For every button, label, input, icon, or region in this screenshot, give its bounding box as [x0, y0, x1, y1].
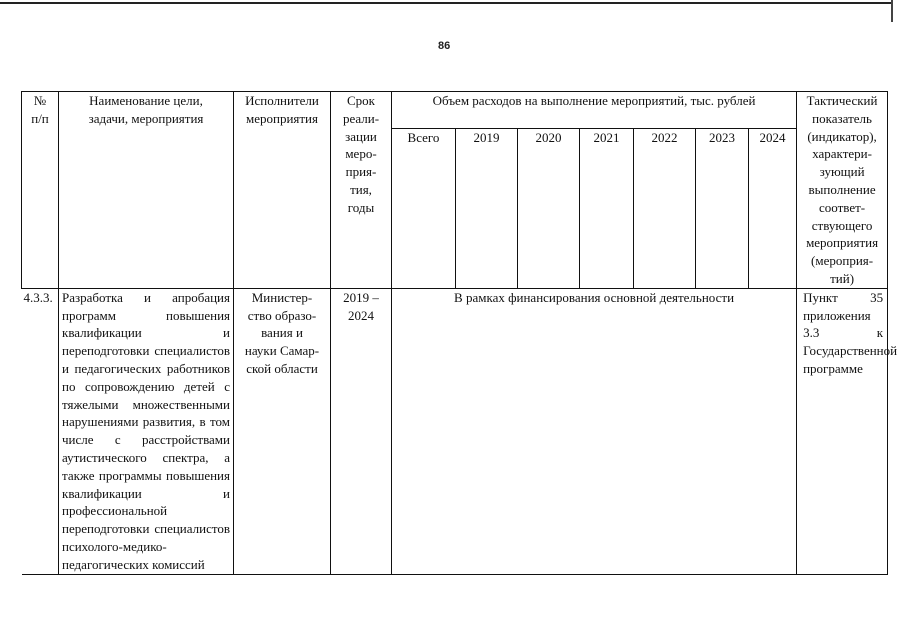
header-year-2019: 2019: [456, 129, 518, 289]
header-total: Всего: [392, 129, 456, 289]
header-budget: Объем расходов на выполнение мероприятий, тыс. рублей: [392, 92, 797, 129]
right-edge-mark: [891, 0, 893, 22]
header-year-2023: 2023: [696, 129, 749, 289]
page-number: 86: [438, 40, 451, 52]
header-year-2022: 2022: [634, 129, 696, 289]
header-name: Наименование цели, задачи, мероприятия: [59, 92, 234, 289]
row-indicator: Пункт 35 приложения 3.3 к Государственной программе: [797, 288, 888, 574]
header-year-2020: 2020: [518, 129, 580, 289]
header-row-1: [22, 92, 888, 129]
row-number: 4.3.3.: [22, 288, 59, 574]
row-name: Разработка и апробация программ повышения квалификации и переподготовки специалистов и педагогических работников по сопровождению детей с тяжелыми множественными нарушениями развития, в том числе с расстройствами аутистического спектра, а также программы повышения квалификации и профессиональной переподготовки специалистов психолого-медико-педагогических комиссий: [59, 288, 234, 574]
table-row: [22, 288, 888, 574]
plan-table: [21, 91, 898, 575]
header-term: Срок реали- зации меро- прия- тия, годы: [331, 92, 392, 289]
row-financing: В рамках финансирования основной деятельности: [392, 288, 797, 574]
header-year-2021: 2021: [580, 129, 634, 289]
top-rule: [0, 2, 893, 4]
header-num: № п/п: [22, 92, 59, 289]
header-indicator: Тактический показатель (индикатор), характери- зующий выполнение соответ- ствующего мероприятия (мероприя- тий): [797, 92, 888, 289]
header-year-2024: 2024: [749, 129, 797, 289]
row-executor: Министер- ство образо- вания и науки Самар- ской области: [234, 288, 331, 574]
row-term: 2019 – 2024: [331, 288, 392, 574]
header-executor: Исполнители мероприятия: [234, 92, 331, 289]
